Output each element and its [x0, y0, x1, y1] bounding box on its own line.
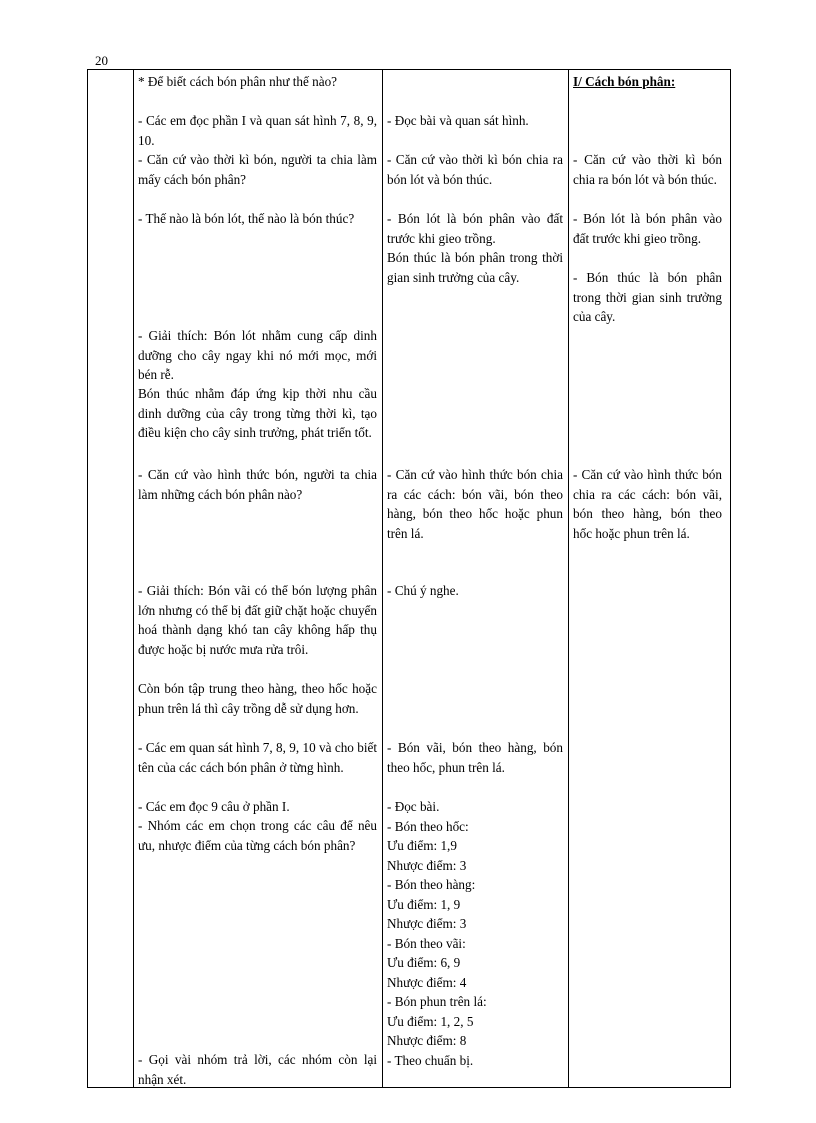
student-text: - Đọc bài và quan sát hình.	[387, 113, 529, 128]
student-activity-column	[383, 70, 569, 1088]
teacher-text: Bón thúc nhằm đáp ứng kịp thời nhu cầu dinh dưỡng của cây trong từng thời kì, tạo điều kiện cho cây sinh trưởng, phát triển tốt.	[138, 386, 377, 440]
list-item: - Đọc bài.	[387, 799, 440, 814]
student-text: - Bón lót là bón phân vào đất trước khi gieo trồng.	[387, 211, 563, 246]
list-item: Nhược điểm: 8	[387, 1033, 467, 1048]
list-item: - Bón phun trên lá:	[387, 994, 487, 1009]
list-item: Nhược điểm: 3	[387, 916, 467, 931]
student-text: - Chú ý nghe.	[387, 583, 459, 598]
list-item: Ưu điểm: 1, 9	[387, 896, 461, 912]
list-item: - Bón theo vãi:	[387, 935, 466, 951]
content-text: - Bón thúc là bón phân trong thời gian sinh trưởng của cây.	[573, 270, 722, 324]
teacher-text: - Các em đọc phần I và quan sát hình 7, 8, 9, 10.	[138, 113, 377, 148]
teacher-text: Còn bón tập trung theo hàng, theo hốc hoặc phun trên lá thì cây trồng dễ sử dụng hơn.	[138, 681, 377, 716]
teacher-text: - Các em đọc 9 câu ở phần I.	[138, 799, 290, 814]
table-row	[88, 70, 731, 1088]
teacher-text: - Các em quan sát hình 7, 8, 9, 10 và cho biết tên của các cách bón phân ở từng hình.	[138, 740, 377, 775]
teacher-text: - Giải thích: Bón vãi có thể bón lượng phân lớn nhưng có thể bị đất giữ chặt hoặc chuyển hoá thành dạng khó tan cây không hấp thụ được hoặc bị nước mưa rửa trôi.	[138, 583, 377, 657]
list-item: - Bón theo hàng:	[387, 877, 476, 892]
teacher-text: - Thế nào là bón lót, thế nào là bón thúc?	[138, 211, 355, 226]
teacher-text: * Để biết cách bón phân như thế nào?	[138, 74, 338, 89]
section-heading: I/ Cách bón phân:	[573, 74, 676, 89]
student-text: - Căn cứ vào hình thức bón chia ra các cách: bón vãi, bón theo hàng, bón theo hốc hoặc phun trên lá.	[387, 467, 563, 541]
page-number: 20	[95, 53, 108, 68]
content-text: - Căn cứ vào hình thức bón chia ra các cách: bón vãi, bón theo hàng, bón theo hốc hoặc phun trên lá.	[573, 467, 722, 541]
evaluation-list	[387, 797, 562, 1070]
student-text: - Căn cứ vào thời kì bón chia ra bón lót và bón thúc.	[387, 152, 563, 187]
content-column	[569, 70, 731, 1088]
list-item: - Theo chuẩn bị.	[387, 1052, 474, 1068]
lesson-plan-table	[87, 69, 731, 1088]
content-text: - Bón lót là bón phân vào đất trước khi gieo trồng.	[573, 211, 722, 246]
empty-column	[88, 70, 134, 1088]
content-text: - Căn cứ vào thời kì bón chia ra bón lót và bón thúc.	[573, 152, 722, 187]
list-item: - Bón theo hốc:	[387, 818, 469, 834]
list-item: Ưu điểm: 1,9	[387, 838, 457, 853]
teacher-text: - Căn cứ vào thời kì bón, người ta chia làm mấy cách bón phân?	[138, 152, 377, 187]
teacher-text: - Giải thích: Bón lót nhằm cung cấp dinh dưỡng cho cây ngay khi nó mới mọc, mới bén rễ.	[138, 328, 377, 382]
list-item: Nhược điểm: 3	[387, 857, 467, 873]
teacher-text: - Căn cứ vào hình thức bón, người ta chia làm những cách bón phân nào?	[138, 467, 377, 502]
list-item: Ưu điểm: 1, 2, 5	[387, 1013, 474, 1029]
student-text: Bón thúc là bón phân trong thời gian sinh trưởng của cây.	[387, 250, 563, 285]
teacher-text: - Nhóm các em chọn trong các câu để nêu ưu, nhược điểm của từng cách bón phân?	[138, 818, 377, 853]
teacher-text: - Gọi vài nhóm trả lời, các nhóm còn lại nhận xét.	[138, 1052, 377, 1087]
list-item: Ưu điểm: 6, 9	[387, 955, 461, 970]
teacher-activity-column	[134, 70, 383, 1088]
list-item: Nhược điểm: 4	[387, 974, 467, 990]
student-text: - Bón vãi, bón theo hàng, bón theo hốc, phun trên lá.	[387, 740, 563, 775]
